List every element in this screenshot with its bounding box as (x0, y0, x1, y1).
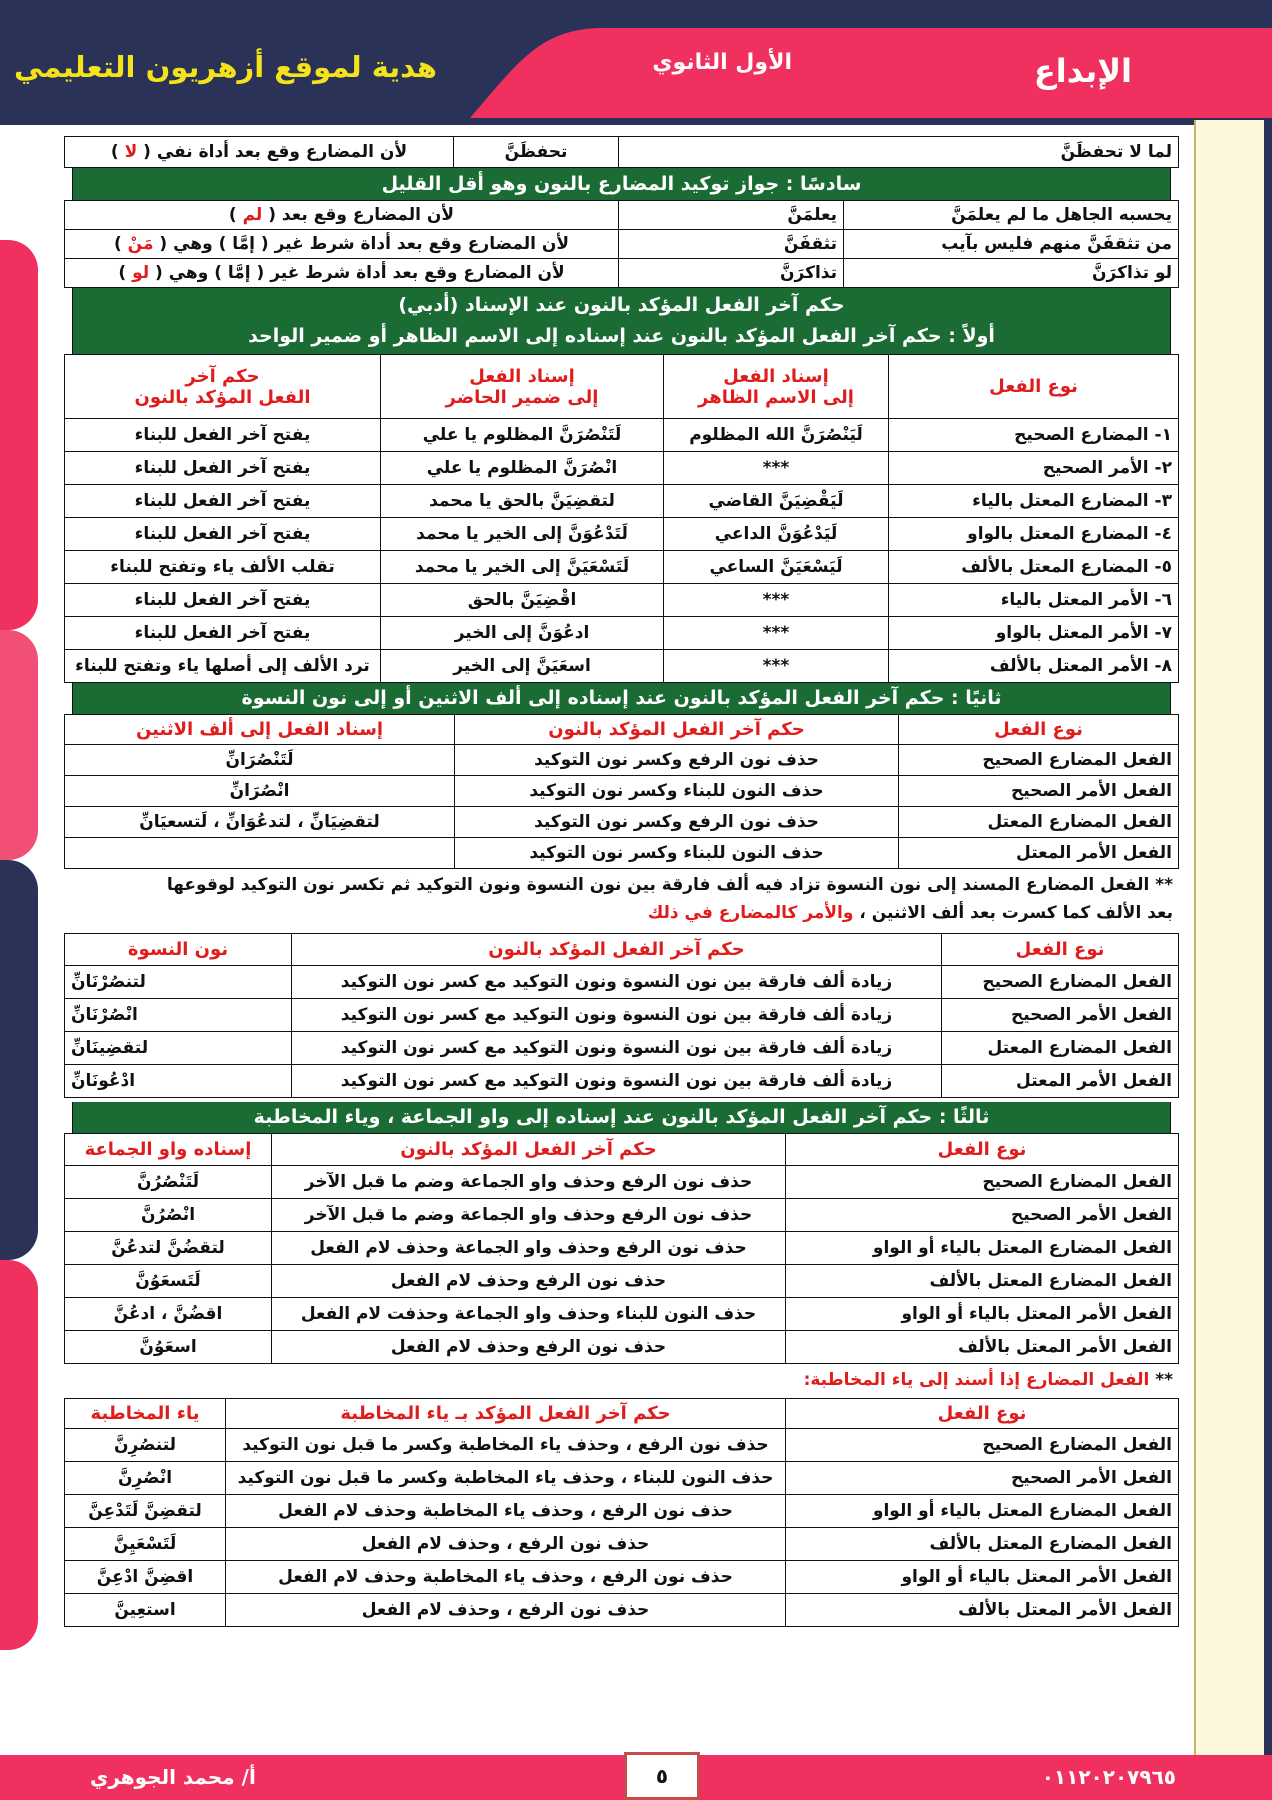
example-cell: لو تذاكرَنَّ (844, 259, 1179, 288)
intro-verb: تحفظَنَّ (454, 137, 619, 168)
plural-cell: انْصُرُنَّ (65, 1199, 272, 1232)
verb-type-cell: ٢- الأمر الصحيح (889, 452, 1179, 485)
rule-cell: حذف نون الرفع وكسر نون التوكيد (455, 745, 899, 776)
page-content (64, 136, 1179, 1627)
table-row (65, 1298, 1179, 1331)
col-rule: حكم آخر الفعل المؤكد بالنون (272, 1134, 786, 1166)
table-row (65, 518, 1179, 551)
verb-type-cell: ٨- الأمر المعتل بالألف (889, 650, 1179, 683)
table-row (65, 230, 1179, 259)
col-rule: حكم آخر الفعل المؤكد بالنون (455, 715, 899, 745)
verb-type-cell: الفعل الأمر المعتل بالياء أو الواو (786, 1561, 1179, 1594)
brand-title: الإبداع (1033, 52, 1132, 90)
page-header (0, 0, 1272, 125)
example-cell: يحسبه الجاهل ما لم يعلمَنَّ (844, 201, 1179, 230)
reason-cell: لأن المضارع وقع بعد أداة شرط غير ( إمَّا ) وهي ( مَنْ ) (65, 230, 619, 259)
ya-cell: لتقضِنَّ لَتَدْعِنَّ (65, 1495, 226, 1528)
dual-banner: ثانيًا : حكم آخر الفعل المؤكد بالنون عند إسناده إلى ألف الاثنين أو إلى نون النسوة (72, 683, 1171, 714)
col-ya: ياء المخاطبة (65, 1399, 226, 1429)
verb-type-cell: الفعل الأمر المعتل (899, 838, 1179, 869)
pronoun-cell: لَتَنْصُرَنَّ المظلوم يا علي (381, 419, 664, 452)
verb-type-cell: الفعل المضارع الصحيح (786, 1429, 1179, 1462)
col-rule: حكم آخر الفعل المؤكد بـ ياء المخاطبة (226, 1399, 786, 1429)
table-row (65, 1561, 1179, 1594)
rule-cell: حذف نون الرفع وحذف واو الجماعة وحذف لام الفعل (272, 1232, 786, 1265)
verb-type-cell: الفعل الأمر المعتل بالألف (786, 1594, 1179, 1627)
rule-cell: حذف نون الرفع ، وحذف لام الفعل (226, 1594, 786, 1627)
verb-type-cell: الفعل المضارع المعتل (942, 1032, 1179, 1065)
rule-cell: حذف نون الرفع وحذف لام الفعل (272, 1265, 786, 1298)
table-row (65, 1331, 1179, 1364)
rule-cell: يفتح آخر الفعل للبناء (65, 518, 381, 551)
table-row (65, 1528, 1179, 1561)
reason-cell: لأن المضارع وقع بعد ( لم ) (65, 201, 619, 230)
sec6-banner: سادسًا : جواز توكيد المضارع بالنون وهو أقل القليل (72, 168, 1171, 200)
dual-table (64, 714, 1179, 869)
intro-reason: لأن المضارع وقع بعد أداة نفي ( لا ) (65, 137, 454, 168)
table-row (65, 617, 1179, 650)
verb-type-cell: الفعل الأمر الصحيح (899, 776, 1179, 807)
rule-cell: حذف النون للبناء وكسر نون التوكيد (455, 838, 899, 869)
verb-cell: تذاكرَنَّ (619, 259, 844, 288)
rule-cell: حذف نون الرفع ، وحذف ياء المخاطبة وكسر ما قبل نون التوكيد (226, 1429, 786, 1462)
ya-cell: استعِينَّ (65, 1594, 226, 1627)
verb-type-cell: ٦- الأمر المعتل بالياء (889, 584, 1179, 617)
rule-cell: يفتح آخر الفعل للبناء (65, 584, 381, 617)
plural-cell: لتقضُنَّ لتدعُنَّ (65, 1232, 272, 1265)
pronoun-cell: لَتَسْعَيَنَّ إلى الخير يا محمد (381, 551, 664, 584)
table-row (65, 838, 1179, 869)
rule-cell: حذف نون الرفع ، وحذف لام الفعل (226, 1528, 786, 1561)
table-row (65, 452, 1179, 485)
verb-type-cell: الفعل الأمر المعتل (942, 1065, 1179, 1098)
ruling-table (64, 354, 1179, 683)
noun-cell: *** (664, 584, 889, 617)
pronoun-cell: انْصُرَنَّ المظلوم يا علي (381, 452, 664, 485)
feminine-cell: لتقضِينَانِّ (65, 1032, 292, 1065)
verb-type-cell: الفعل المضارع المعتل بالألف (786, 1265, 1179, 1298)
table-row (65, 776, 1179, 807)
ruling-banner-1: حكم آخر الفعل المؤكد بالنون عند الإسناد (أدبي) (72, 288, 1171, 322)
noun-cell: لَيَنْصُرَنَّ الله المظلوم (664, 419, 889, 452)
verb-type-cell: الفعل المضارع المعتل بالألف (786, 1528, 1179, 1561)
noun-cell: لَيَسْعَيَنَّ الساعي (664, 551, 889, 584)
col-feminine: نون النسوة (65, 934, 292, 966)
table-row (65, 1429, 1179, 1462)
table-row (65, 201, 1179, 230)
plural-cell: اقضُنَّ ، ادعُنَّ (65, 1298, 272, 1331)
col-verb-type: نوع الفعل (786, 1134, 1179, 1166)
left-tab-pink (0, 630, 38, 860)
ya-cell: اقضِنَّ ادْعِنَّ (65, 1561, 226, 1594)
plural-cell: لَتَنْصُرُنَّ (65, 1166, 272, 1199)
table-row (65, 807, 1179, 838)
col-rule: حكم آخر الفعل المؤكد بالنون (65, 355, 381, 419)
table-row (65, 1594, 1179, 1627)
grade-label: الأول الثانوي (652, 50, 792, 75)
rule-cell: زيادة ألف فارقة بين نون النسوة ونون التوكيد مع كسر نون التوكيد (292, 1065, 942, 1098)
rule-cell: زيادة ألف فارقة بين نون النسوة ونون التوكيد مع كسر نون التوكيد (292, 966, 942, 999)
col-plural: إسناده واو الجماعة (65, 1134, 272, 1166)
page-number: ٥ (624, 1752, 700, 1800)
feminine-table (64, 933, 1179, 1098)
rule-cell: حذف النون للبناء وحذف واو الجماعة وحذفت لام الفعل (272, 1298, 786, 1331)
rule-cell: زيادة ألف فارقة بين نون النسوة ونون التوكيد مع كسر نون التوكيد (292, 1032, 942, 1065)
dual-cell: لَتَنْصُرَانِّ (65, 745, 455, 776)
verb-type-cell: الفعل المضارع الصحيح (942, 966, 1179, 999)
verb-type-cell: الفعل الأمر الصحيح (786, 1462, 1179, 1495)
rule-cell: يفتح آخر الفعل للبناء (65, 617, 381, 650)
verb-type-cell: الفعل الأمر المعتل بالياء أو الواو (786, 1298, 1179, 1331)
ya-table (64, 1398, 1179, 1627)
table-row (65, 137, 1179, 168)
verb-cell: تثقفَنَّ (619, 230, 844, 259)
pronoun-cell: لتقضِيَنَّ بالحق يا محمد (381, 485, 664, 518)
table-row (65, 966, 1179, 999)
rule-cell: تقلب الألف ياء وتفتح للبناء (65, 551, 381, 584)
reason-cell: لأن المضارع وقع بعد أداة شرط غير ( إمَّا ) وهي ( لو ) (65, 259, 619, 288)
table-row (65, 1462, 1179, 1495)
feminine-cell: لتنصُرْنَانِّ (65, 966, 292, 999)
rule-cell: حذف النون للبناء ، وحذف ياء المخاطبة وكسر ما قبل نون التوكيد (226, 1462, 786, 1495)
col-rule: حكم آخر الفعل المؤكد بالنون (292, 934, 942, 966)
ya-cell: انْصُرِنَّ (65, 1462, 226, 1495)
example-cell: من تثقفَنَّ منهم فليس بآيب (844, 230, 1179, 259)
feminine-cell: ادْعُونَانِّ (65, 1065, 292, 1098)
table-row (65, 999, 1179, 1032)
rule-cell: حذف نون الرفع وحذف واو الجماعة وضم ما قبل الآخر (272, 1166, 786, 1199)
intro-table (64, 136, 1179, 168)
dual-cell: انْصُرَانِّ (65, 776, 455, 807)
table-header-row (65, 1134, 1179, 1166)
verb-type-cell: ٥- المضارع المعتل بالألف (889, 551, 1179, 584)
rule-cell: حذف النون للبناء وكسر نون التوكيد (455, 776, 899, 807)
table-header-row (65, 715, 1179, 745)
table-header-row (65, 1399, 1179, 1429)
verb-type-cell: الفعل الأمر الصحيح (786, 1199, 1179, 1232)
verb-type-cell: الفعل المضارع الصحيح (899, 745, 1179, 776)
ya-cell: لتنصُرِنَّ (65, 1429, 226, 1462)
left-tab-red (0, 240, 38, 630)
table-header-row (65, 934, 1179, 966)
col-verb-type: نوع الفعل (786, 1399, 1179, 1429)
plural-cell: لَتَسعَوُنَّ (65, 1265, 272, 1298)
feminine-cell: انْصُرْنَانِّ (65, 999, 292, 1032)
ruling-banner-2: أولاً : حكم آخر الفعل المؤكد بالنون عند إسناده إلى الاسم الظاهر أو ضمير الواحد (72, 322, 1171, 354)
plural-table (64, 1133, 1179, 1364)
table-row (65, 551, 1179, 584)
pronoun-cell: لَتَدْعُوَنَّ إلى الخير يا محمد (381, 518, 664, 551)
dual-cell: لتقضِيَانِّ ، لتدعُوَانِّ ، لَتسعيَانِّ (65, 807, 455, 838)
verb-type-cell: ٣- المضارع المعتل بالياء (889, 485, 1179, 518)
noun-cell: *** (664, 617, 889, 650)
verb-type-cell: ١- المضارع الصحيح (889, 419, 1179, 452)
table-row (65, 1166, 1179, 1199)
noun-cell: *** (664, 650, 889, 683)
gift-label: هدية لموقع أزهريون التعليمي (14, 50, 438, 84)
pronoun-cell: ادعُوَنَّ إلى الخير (381, 617, 664, 650)
table-row (65, 485, 1179, 518)
rule-cell: ترد الألف إلى أصلها ياء وتفتح للبناء (65, 650, 381, 683)
verb-type-cell: الفعل المضارع المعتل (899, 807, 1179, 838)
table-row (65, 1265, 1179, 1298)
col-pronoun: إسناد الفعل إلى ضمير الحاضر (381, 355, 664, 419)
table-row (65, 1065, 1179, 1098)
table-header-row (65, 355, 1179, 419)
ya-note: ** الفعل المضارع إذا أسند إلى ياء المخاطبة: (803, 1370, 1173, 1390)
phone-number: ٠١١٢٠٢٠٧٩٦٥ (1041, 1765, 1176, 1789)
verb-type-cell: الفعل المضارع الصحيح (786, 1166, 1179, 1199)
col-verb-type: نوع الفعل (899, 715, 1179, 745)
rule-cell: حذف نون الرفع وحذف واو الجماعة وضم ما قبل الآخر (272, 1199, 786, 1232)
table-row (65, 1032, 1179, 1065)
col-verb-type: نوع الفعل (889, 355, 1179, 419)
left-tab-red-2 (0, 1260, 38, 1650)
col-dual: إسناد الفعل إلى ألف الاثنين (65, 715, 455, 745)
noun-cell: *** (664, 452, 889, 485)
left-tab-navy (0, 860, 38, 1260)
pronoun-cell: اسعَيَنَّ إلى الخير (381, 650, 664, 683)
plural-cell: اسعَوُنَّ (65, 1331, 272, 1364)
author-label: أ/ محمد الجوهري (90, 1765, 256, 1789)
table-row (65, 650, 1179, 683)
table-row (65, 1232, 1179, 1265)
intro-example: لما لا تحفظَنَّ (619, 137, 1179, 168)
ya-cell: لَتَسْعَيِنَّ (65, 1528, 226, 1561)
sec6-table (64, 200, 1179, 288)
verb-type-cell: الفعل الأمر الصحيح (942, 999, 1179, 1032)
col-noun: إسناد الفعل إلى الاسم الظاهر (664, 355, 889, 419)
rule-cell: يفتح آخر الفعل للبناء (65, 419, 381, 452)
right-margin-strip (1194, 120, 1272, 1765)
rule-cell: حذف نون الرفع وحذف لام الفعل (272, 1331, 786, 1364)
dual-note-2: بعد الألف كما كسرت بعد ألف الاثنين ، والأمر كالمضارع في ذلك (647, 903, 1173, 923)
verb-cell: يعلمَنَّ (619, 201, 844, 230)
rule-cell: حذف نون الرفع ، وحذف ياء المخاطبة وحذف لام الفعل (226, 1495, 786, 1528)
rule-cell: حذف نون الرفع ، وحذف ياء المخاطبة وحذف لام الفعل (226, 1561, 786, 1594)
table-row (65, 259, 1179, 288)
verb-type-cell: الفعل الأمر المعتل بالألف (786, 1331, 1179, 1364)
table-row (65, 1495, 1179, 1528)
verb-type-cell: ٧- الأمر المعتل بالواو (889, 617, 1179, 650)
table-row (65, 419, 1179, 452)
table-row (65, 1199, 1179, 1232)
verb-type-cell: الفعل المضارع المعتل بالياء أو الواو (786, 1232, 1179, 1265)
rule-cell: يفتح آخر الفعل للبناء (65, 452, 381, 485)
dual-note-1: ** الفعل المضارع المسند إلى نون النسوة تزاد فيه ألف فارقة بين نون النسوة ونون التوكيد ثم تكسر نون التوكيد لوقوعها (166, 875, 1173, 895)
table-row (65, 584, 1179, 617)
verb-type-cell: ٤- المضارع المعتل بالواو (889, 518, 1179, 551)
noun-cell: لَيَدْعُوَنَّ الداعي (664, 518, 889, 551)
rule-cell: يفتح آخر الفعل للبناء (65, 485, 381, 518)
pronoun-cell: اقْضِيَنَّ بالحق (381, 584, 664, 617)
verb-type-cell: الفعل المضارع المعتل بالياء أو الواو (786, 1495, 1179, 1528)
dual-cell (65, 838, 455, 869)
table-row (65, 745, 1179, 776)
rule-cell: زيادة ألف فارقة بين نون النسوة ونون التوكيد مع كسر نون التوكيد (292, 999, 942, 1032)
noun-cell: لَيَقْضِيَنَّ القاضي (664, 485, 889, 518)
plural-banner: ثالثًا : حكم آخر الفعل المؤكد بالنون عند إسناده إلى واو الجماعة ، وياء المخاطبة (72, 1102, 1171, 1133)
col-verb-type: نوع الفعل (942, 934, 1179, 966)
rule-cell: حذف نون الرفع وكسر نون التوكيد (455, 807, 899, 838)
